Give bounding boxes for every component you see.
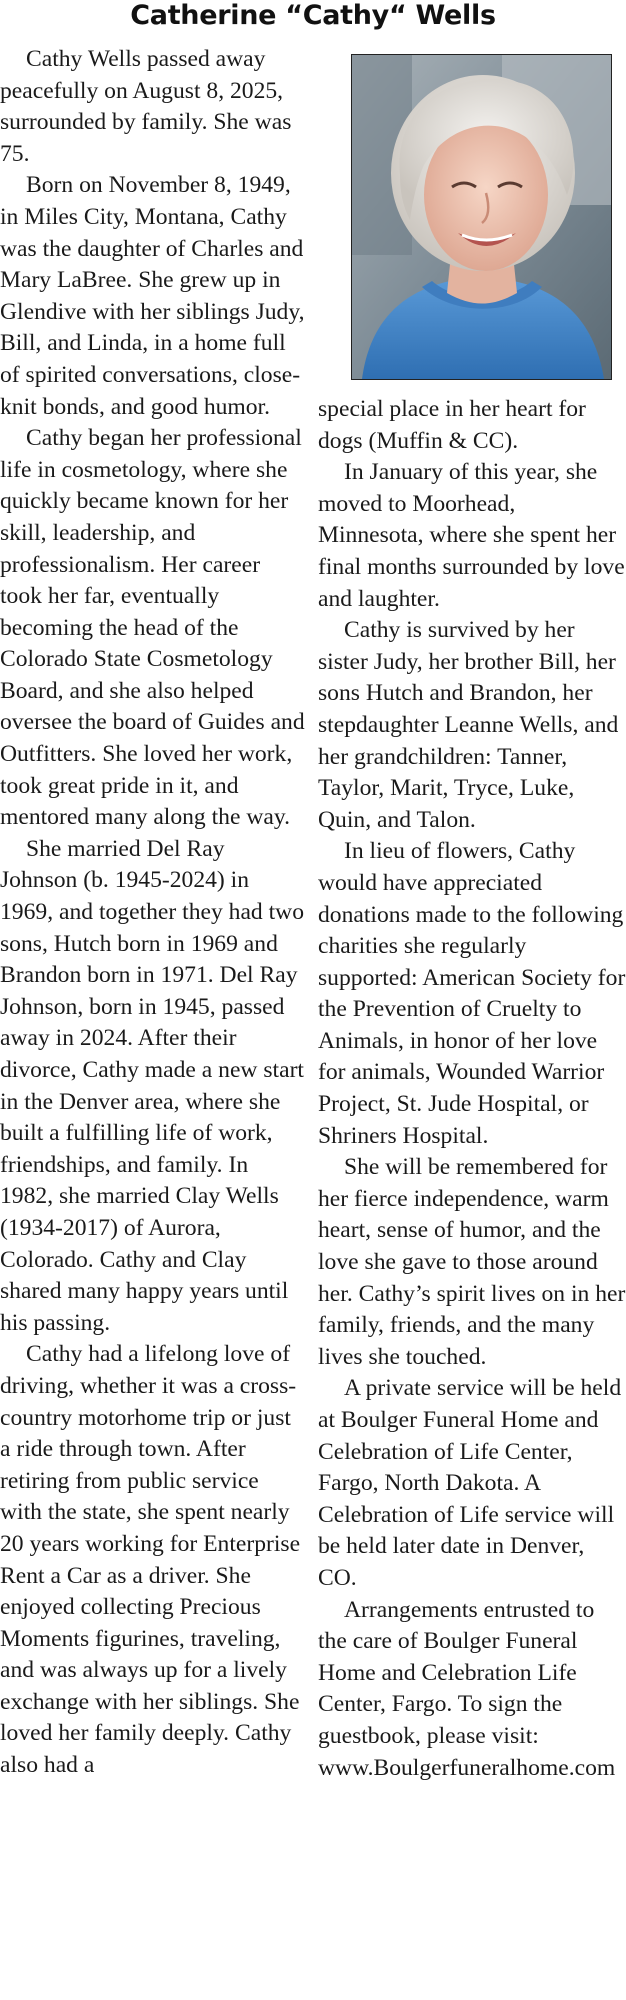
paragraph: She will be remembered for her fierce independence, warm heart, sense of humor, and the love she gave to those around her. Cathy’s spirit lives on in her family, friends, and the many lives she touched. — [318, 1154, 626, 1370]
right-column — [318, 394, 626, 1784]
paragraph: Cathy began her professional life in cosmetology, where she quickly became known for her skill, leadership, and professionalism. Her career took her far, eventually becoming the head of the Colorado State Cosmetology Board, and she also helped oversee the board of Guides and Outfitters. She loved her work, took great pride in it, and mentored many along the way. — [0, 425, 305, 831]
paragraph: Born on November 8, 1949, in Miles City, Montana, Cathy was the daughter of Charles and Mary LaBree. She grew up in Glendive with her siblings Judy, Bill, and Linda, in a home full of spirited conversations, close-knit bonds, and good humor. — [0, 172, 305, 420]
portrait-photo — [351, 54, 612, 380]
paragraph: Cathy had a lifelong love of driving, whether it was a cross-country motorhome trip or just a ride through town. After retiring from public service with the state, she spent nearly 20 years working for Enterprise Rent a Car as a driver. She enjoyed collecting Precious Moments figurines, traveling, and was always up for a lively exchange with her siblings. She loved her family deeply. Cathy also had a — [0, 1341, 301, 1779]
paragraph-continuation: special place in her heart for dogs (Muffin & CC). — [318, 396, 586, 454]
paragraph: In January of this year, she moved to Moorhead, Minnesota, where she spent her final months surrounded by love and laughter. — [318, 459, 625, 612]
paragraph: Cathy Wells passed away peacefully on August 8, 2025, surrounded by family. She was 75. — [0, 46, 292, 167]
left-column — [0, 44, 305, 1782]
obituary-title: Catherine “Cathy“ Wells — [130, 0, 496, 31]
paragraph: She married Del Ray Johnson (b. 1945-2024) in 1969, and together they had two sons, Hutch born in 1969 and Brandon born in 1971. Del Ray Johnson, born in 1945, passed away in 2024. After their divorce, Cathy made a new start in the Denver area, where she built a fulfilling life of work, friendships, and family. In 1982, she married Clay Wells (1934-2017) of Aurora, Colorado. Cathy and Clay shared many happy years until his passing. — [0, 835, 305, 1336]
paragraph: Cathy is survived by her sister Judy, her brother Bill, her sons Hutch and Brandon, her stepdaughter Leanne Wells, and her grandchildren: Tanner, Taylor, Marit, Tryce, Luke, Quin, and Talon. — [318, 617, 619, 833]
paragraph: Arrangements entrusted to the care of Boulger Funeral Home and Celebration Life Center, Fargo. To sign the guestbook, please visit: www.Boulgerfuneralhome.com — [318, 1596, 616, 1781]
paragraph: In lieu of flowers, Cathy would have appreciated donations made to the following charities she regularly supported: American Society for the Prevention of Cruelty to Animals, in honor of her love for animals, Wounded Warrior Project, St. Jude Hospital, or Shriners Hospital. — [318, 838, 626, 1149]
portrait-icon — [352, 55, 611, 379]
paragraph: A private service will be held at Boulger Funeral Home and Celebration of Life Center, Fargo, North Dakota. A Celebration of Life service will be held later date in Denver, CO. — [318, 1375, 622, 1591]
